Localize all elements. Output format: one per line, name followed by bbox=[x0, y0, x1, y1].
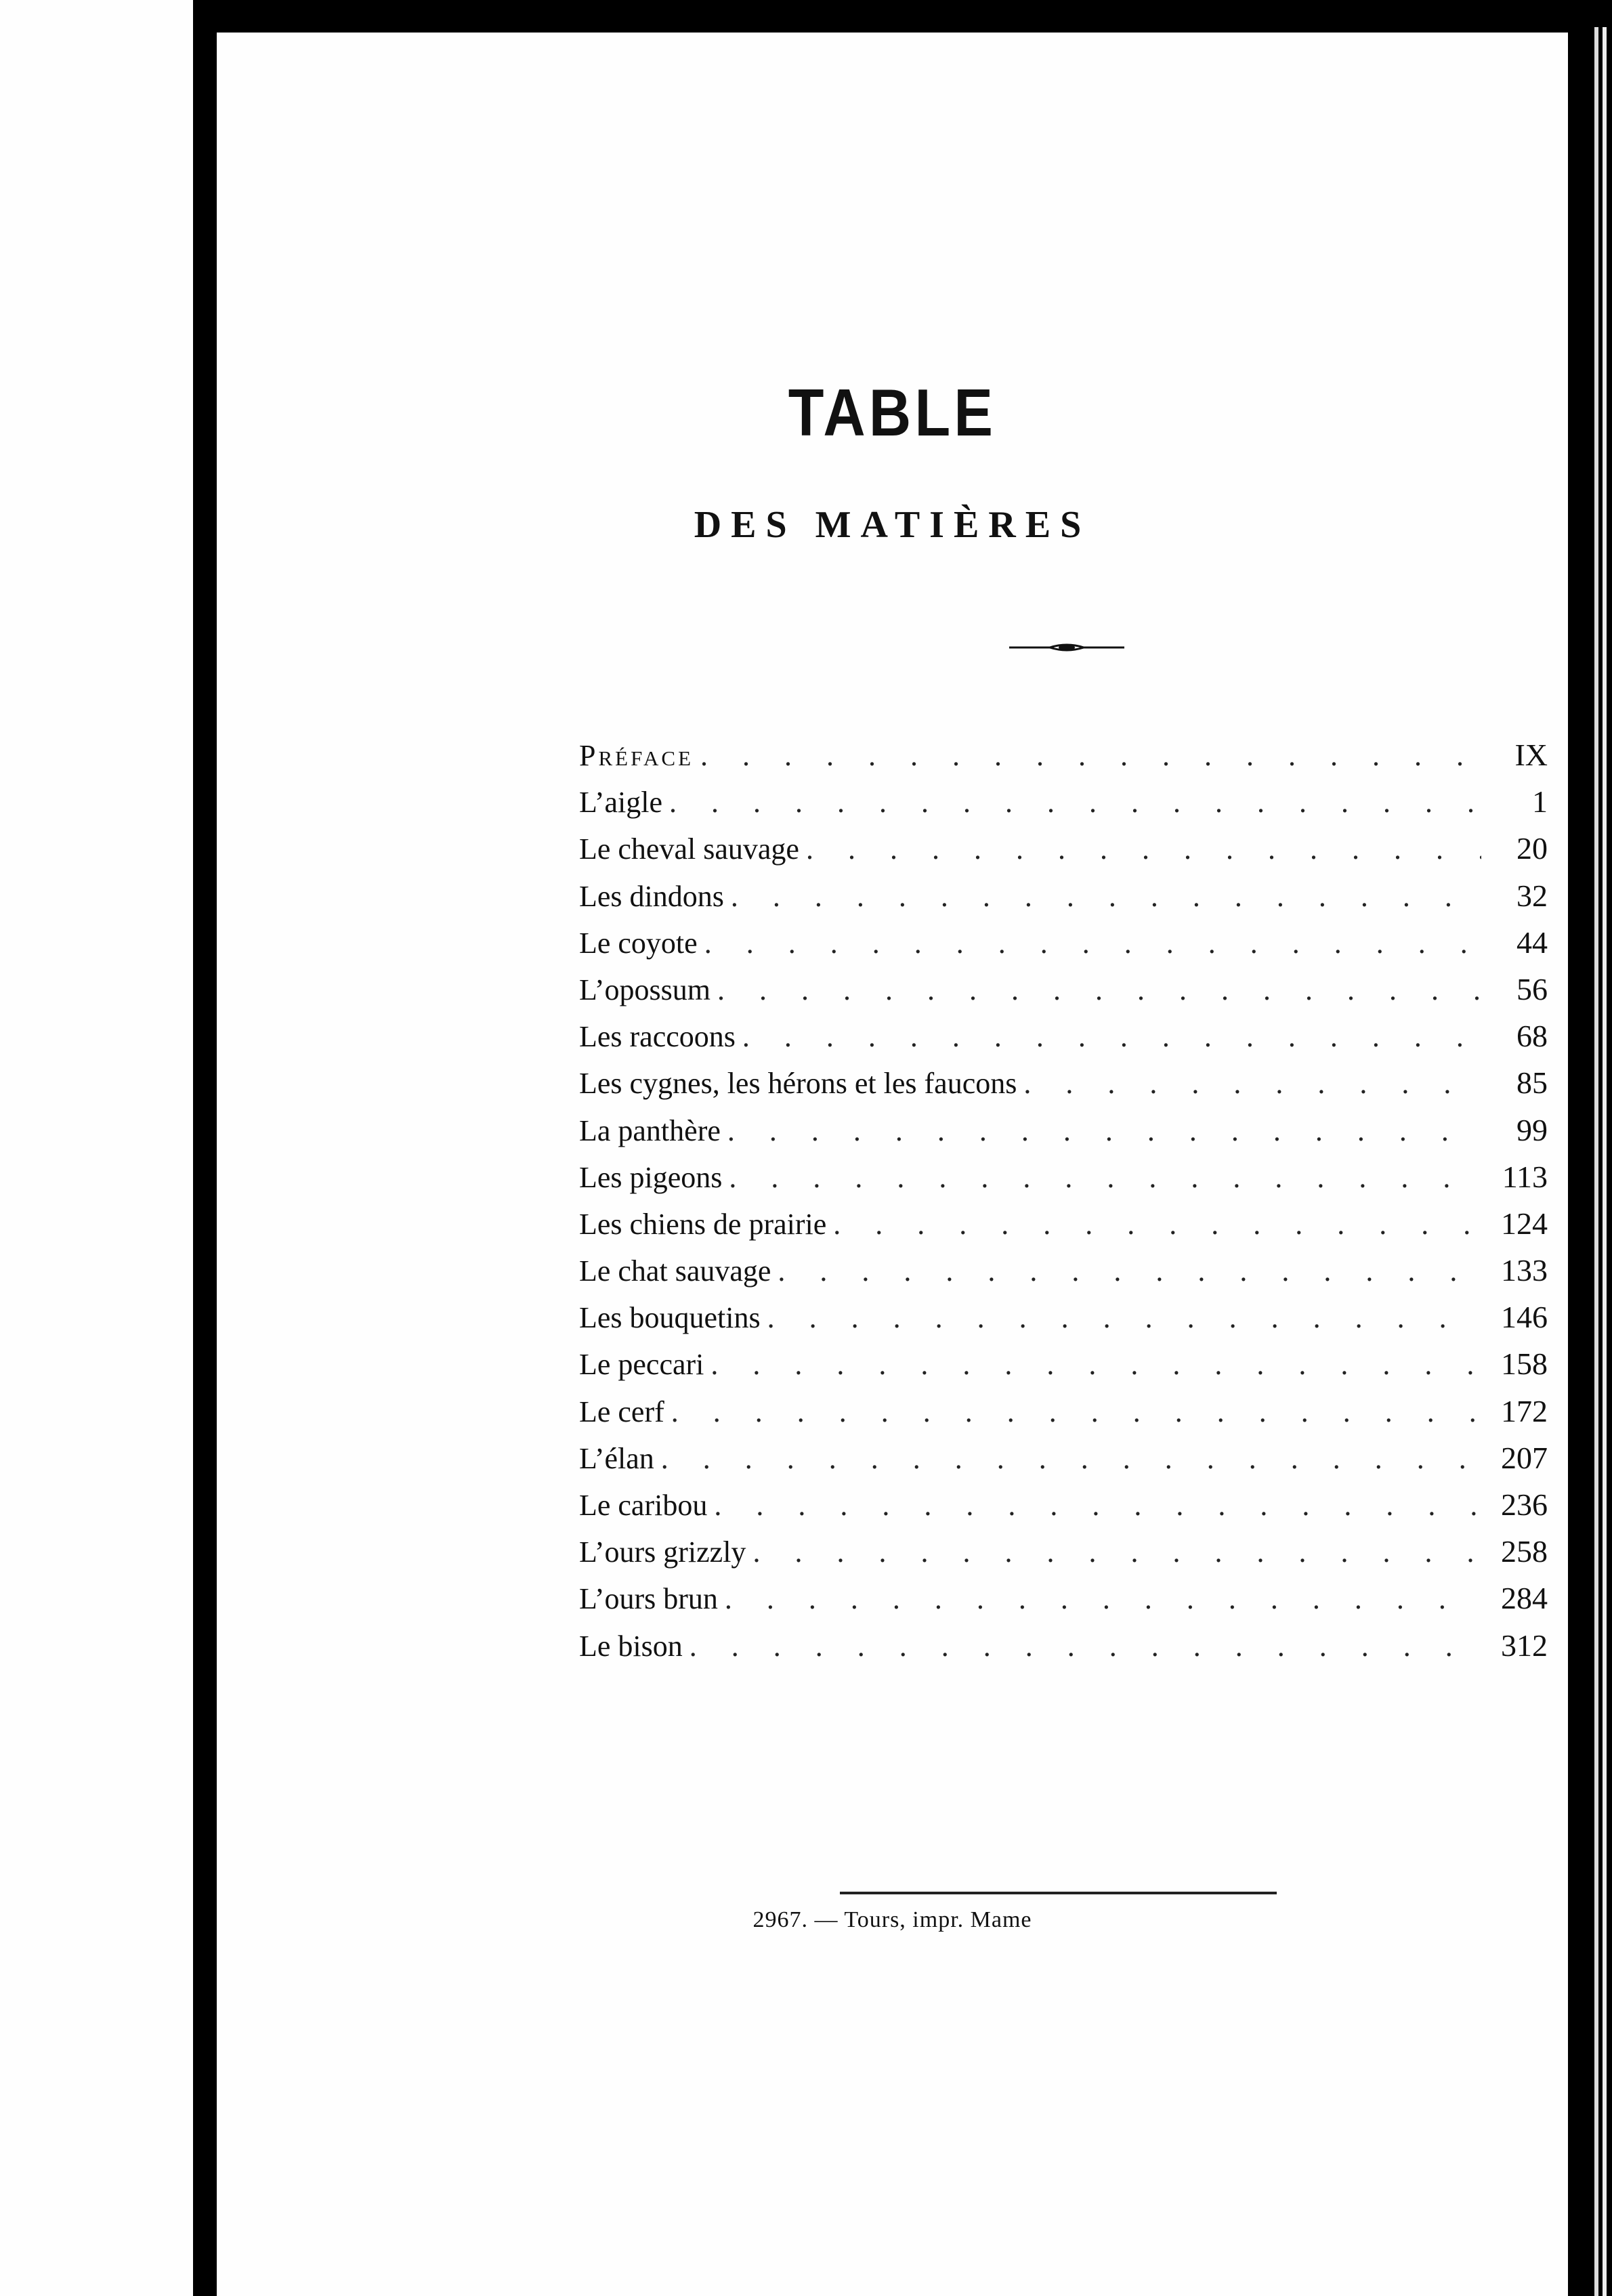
toc-entry bbox=[579, 1018, 1548, 1065]
toc-leader-dots bbox=[710, 1347, 1481, 1382]
toc-entry-page: 158 bbox=[1501, 1346, 1548, 1382]
toc-entry bbox=[579, 1159, 1548, 1206]
printer-imprint: 2967. — Tours, impr. Mame bbox=[752, 1907, 1032, 1932]
book-page bbox=[217, 33, 1568, 2296]
toc-entry-page: 99 bbox=[1516, 1112, 1548, 1147]
toc-entry-title: L’ours brun bbox=[579, 1582, 718, 1616]
toc-entry-title: L’aigle bbox=[579, 786, 662, 820]
toc-entry-page: IX bbox=[1514, 738, 1548, 772]
toc-leader-dots bbox=[742, 1019, 1481, 1054]
toc-leader-dots bbox=[729, 1160, 1481, 1195]
toc-entry-title: La panthère bbox=[579, 1113, 721, 1147]
toc-entry-title: Le cerf bbox=[579, 1395, 664, 1428]
toc-entry bbox=[579, 1487, 1548, 1533]
toc-entry bbox=[579, 1393, 1548, 1440]
toc-entry-page: 113 bbox=[1502, 1159, 1548, 1194]
toc-entry-page: 146 bbox=[1501, 1300, 1548, 1335]
toc-entry bbox=[579, 1346, 1548, 1393]
toc-entry bbox=[579, 1112, 1548, 1159]
footer-rule bbox=[840, 1892, 1277, 1894]
previous-page-edge bbox=[0, 0, 193, 2296]
toc-leader-dots bbox=[752, 1535, 1481, 1569]
toc-entry-page: 85 bbox=[1516, 1065, 1548, 1101]
toc-entry-title: Les chiens de prairie bbox=[579, 1207, 827, 1241]
toc-entry bbox=[579, 737, 1548, 784]
toc-leader-dots bbox=[704, 926, 1481, 960]
toc-leader-dots bbox=[727, 1113, 1481, 1148]
toc-entry-page: 44 bbox=[1516, 924, 1548, 960]
toc-entry-page: 207 bbox=[1501, 1440, 1548, 1475]
toc-entry-title: L’opossum bbox=[579, 973, 710, 1006]
toc-entry bbox=[579, 971, 1548, 1018]
toc-entry bbox=[579, 878, 1548, 924]
page-edge-layer bbox=[1594, 27, 1598, 2296]
toc-entry bbox=[579, 784, 1548, 830]
page-subtitle: DES MATIÈRES bbox=[694, 504, 1091, 546]
toc-entry-title: Les raccoons bbox=[579, 1020, 736, 1054]
toc-leader-dots bbox=[833, 1207, 1481, 1241]
toc-entry-page: 20 bbox=[1516, 831, 1548, 866]
toc-entry-title: Le caribou bbox=[579, 1489, 708, 1522]
toc-entry-title: Les bouquetins bbox=[579, 1301, 761, 1335]
toc-leader-dots bbox=[714, 1488, 1481, 1523]
page-title: TABLE bbox=[788, 375, 997, 450]
toc-leader-dots bbox=[661, 1441, 1481, 1476]
toc-entry-title: Le cheval sauvage bbox=[579, 832, 799, 866]
toc-leader-dots bbox=[690, 1629, 1481, 1663]
toc-entry bbox=[579, 1252, 1548, 1299]
toc-entry-title: Le coyote bbox=[579, 926, 698, 960]
toc-entry bbox=[579, 830, 1548, 877]
toc-entry-title: L’ours grizzly bbox=[579, 1535, 746, 1569]
toc-leader-dots bbox=[778, 1254, 1481, 1288]
toc-entry-page: 32 bbox=[1516, 878, 1548, 913]
toc-entry bbox=[579, 1206, 1548, 1252]
toc-entry-title: Préface bbox=[579, 739, 694, 772]
table-of-contents bbox=[579, 737, 1548, 1674]
toc-entry bbox=[579, 924, 1548, 971]
toc-leader-dots bbox=[806, 832, 1481, 866]
ornament-divider-icon bbox=[1009, 641, 1124, 654]
toc-entry bbox=[579, 1628, 1548, 1674]
toc-entry-title: Le chat sauvage bbox=[579, 1254, 771, 1288]
toc-entry-page: 68 bbox=[1516, 1019, 1548, 1054]
toc-leader-dots bbox=[1023, 1066, 1481, 1101]
toc-entry bbox=[579, 1533, 1548, 1580]
toc-entry-title: Le bison bbox=[579, 1629, 683, 1663]
toc-entry-page: 133 bbox=[1501, 1253, 1548, 1288]
toc-leader-dots bbox=[669, 785, 1481, 820]
toc-entry-title: L’élan bbox=[579, 1441, 654, 1475]
toc-entry bbox=[579, 1299, 1548, 1346]
page-edge-layer bbox=[1603, 27, 1607, 2296]
toc-entry bbox=[579, 1580, 1548, 1627]
toc-leader-dots bbox=[717, 973, 1481, 1007]
toc-entry-page: 56 bbox=[1516, 971, 1548, 1006]
toc-entry bbox=[579, 1065, 1548, 1111]
toc-entry-title: Le peccari bbox=[579, 1348, 704, 1382]
toc-entry-page: 284 bbox=[1501, 1581, 1548, 1616]
toc-entry-page: 236 bbox=[1501, 1487, 1548, 1522]
toc-entry-page: 258 bbox=[1501, 1534, 1548, 1569]
toc-entry-page: 1 bbox=[1532, 784, 1548, 820]
toc-leader-dots bbox=[767, 1300, 1481, 1335]
toc-entry-page: 172 bbox=[1501, 1393, 1548, 1428]
toc-leader-dots bbox=[671, 1395, 1481, 1429]
toc-entry-page: 312 bbox=[1501, 1628, 1548, 1663]
toc-leader-dots bbox=[700, 738, 1481, 773]
toc-leader-dots bbox=[725, 1581, 1481, 1616]
toc-entry-page: 124 bbox=[1501, 1206, 1548, 1241]
toc-entry-title: Les pigeons bbox=[579, 1160, 723, 1194]
toc-entry-title: Les dindons bbox=[579, 879, 724, 913]
toc-entry bbox=[579, 1440, 1548, 1487]
toc-entry-title: Les cygnes, les hérons et les faucons bbox=[579, 1067, 1017, 1101]
toc-leader-dots bbox=[731, 879, 1481, 914]
